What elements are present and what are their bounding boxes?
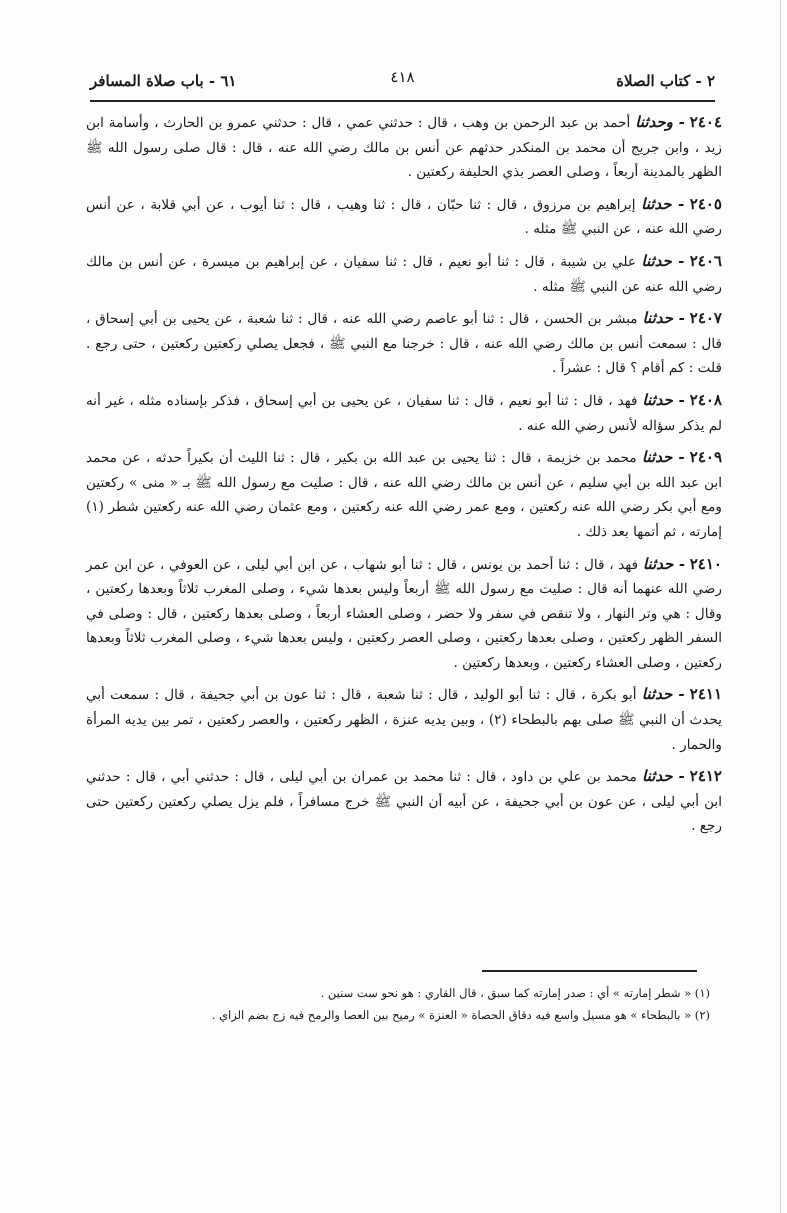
- hadith-isnad: - حدثنا: [641, 685, 685, 704]
- hadith-number: ٢٤١١: [689, 685, 723, 704]
- hadith-number: ٢٤٠٤: [689, 113, 723, 131]
- hadith-number: ٢٤٠٧: [689, 309, 722, 328]
- hadith-2405: [86, 192, 722, 242]
- header-rule: [90, 100, 715, 102]
- hadith-text: مبشر بن الحسن ، قال : ثنا أبو عاصم رضي الله عنه ، قال : ثنا شعبة ، عن يحيى بن أبي إسحاق ، قال : سمعت أنس بن مالك رضي الله عنه ، قال : خرجنا مع النبي ﷺ ، فجعل يصلي ركعتين ركعتين ، حتى رجع . قلت : كم أقام ؟ قال : عشراً .: [86, 311, 722, 377]
- hadith-text: إبراهيم بن مرزوق ، قال : ثنا حبّان ، قال : ثنا وهيب ، قال : ثنا أيوب ، عن أبي قلابة ، عن أنس رضي الله عنه ، عن النبي ﷺ مثله .: [86, 196, 722, 238]
- hadith-number: ٢٤١٠: [689, 554, 722, 573]
- hadith-number: ٢٤٠٩: [689, 448, 723, 467]
- hadith-text: أحمد بن عبد الرحمن بن وهب ، قال : حدثني عمي ، قال : حدثني عمرو بن الحارث ، وأسامة ابن زيد ، وابن جريج أن محمد بن المنكدر حدثهم عن أنس بن مالك رضي الله عنه ، قال : قال صلى رسول الله ﷺ الظهر بالمدينة أربعاً ، وصلى العصر بذي الحليفة ركعتين .: [86, 115, 722, 181]
- page-edge-line: [780, 0, 781, 1213]
- footnote-rule: [482, 970, 697, 972]
- hadith-body: [86, 110, 722, 846]
- hadith-text: أبو بكرة ، قال : ثنا أبو الوليد ، قال : ثنا شعبة ، قال : ثنا عون بن أبي جحيفة ، قال : سمعت أبي يحدث أن النبي ﷺ صلى بهم بالبطحاء (٢) ، وبين يديه عنزة ، الظهر ركعتين ، والعصر ركعتين ، تمر بين يديه المرأة والحمار .: [86, 687, 722, 753]
- hadith-2408: [86, 388, 722, 438]
- hadith-text: محمد بن علي بن داود ، قال : ثنا محمد بن عمران بن أبي ليلى ، قال : حدثني أبي ، قال : حدثني ابن أبي ليلى ، عن عون بن أبي جحيفة ، عن أبيه أن النبي ﷺ خرج مسافراً ، فلم يزل يصلي ركعتين ركعتين حتى رجع .: [86, 769, 722, 835]
- hadith-isnad: - حدثنا: [642, 390, 685, 409]
- hadith-text: فهد ، قال : ثنا أحمد بن يونس ، قال : ثنا أبو شهاب ، عن ابن أبي ليلى ، عن العوفي ، عن ابن عمر رضي الله عنهما أنه قال : صليت مع رسول الله ﷺ أربعاً وليس بعدها شيء ، وصلى المغرب ثلاثاً وبعدها ركعتين ، وقال : هي وتر النهار ، ولا تنقص في سفر ولا حضر ، وصلى العشاء أربعاً ، وصلى بعدها ركعتين ، قال : وصلى في السفر الظهر ركعتين ، وصلى بعدها ركعتين ، وصلى العصر ركعتين ، وليس بعدها شيء ، وصلى المغرب ثلاثاً وبعدها ركعتين ، وصلى العشاء ركعتين ، وبعدها ركعتين .: [86, 556, 722, 671]
- running-header: [90, 68, 715, 98]
- hadith-2406: [86, 249, 722, 299]
- hadith-isnad: - حدثنا: [641, 448, 685, 467]
- hadith-isnad: - حدثنا: [641, 194, 685, 213]
- hadith-2412: [86, 764, 722, 839]
- chapter-title: ٦١ - باب صلاة المسافر: [90, 72, 237, 90]
- hadith-number: ٢٤٠٦: [689, 251, 722, 270]
- hadith-text: علي بن شيبة ، قال : ثنا أبو نعيم ، قال : ثنا سفيان ، عن إبراهيم بن ميسرة ، عن أنس بن مالك رضي الله عنه عن النبي ﷺ مثله .: [86, 253, 722, 295]
- hadith-2404: [86, 110, 722, 185]
- hadith-text: محمد بن خزيمة ، قال : ثنا يحيى بن عبد الله بن بكير ، قال : ثنا الليث أن بكيراً حدثه ، عن محمد ابن عبد الله بن أبي سليم ، عن أنس بن مالك رضي الله عنه ، قال : صليت مع رسول الله ﷺ بـ « منى » ركعتين ومع أبي بكر رضي الله عنه ركعتين ، ومع عمر رضي الله عنه ركعتين ، ومع عثمان رضي الله عنه ركعتين شطر (١) إمارته ، ثم أتمها بعد ذلك .: [86, 450, 722, 540]
- hadith-isnad: - حدثنا: [641, 251, 685, 270]
- footnote-1: (١) « شطر إمارته » أي : صدر إمارته كما سبق ، قال القاري : هو نحو ست سنين .: [320, 986, 710, 1000]
- hadith-number: ٢٤٠٥: [689, 194, 722, 213]
- hadith-isnad: - حدثنا: [642, 767, 685, 786]
- hadith-2407: [86, 306, 722, 381]
- hadith-isnad: - وحدثنا: [635, 113, 685, 131]
- page-number: ٤١٨: [390, 68, 415, 86]
- hadith-isnad: - حدثنا: [642, 309, 685, 328]
- footnote-2: (٢) « بالبطحاء » هو مسيل واسع فيه دقاق الحصاة « العنزة » رميح بين العصا والرمح فيه زج بضم الزاي .: [211, 1008, 710, 1022]
- book-title: ٢ - كتاب الصلاة: [616, 72, 715, 90]
- hadith-text: فهد ، قال : ثنا أبو نعيم ، قال : ثنا سفيان ، عن يحيى بن أبي إسحاق ، فذكر بإسناده مثله ، غير أنه لم يذكر سؤاله لأنس رضي الله عنه .: [86, 392, 722, 434]
- hadith-2409: [86, 445, 722, 544]
- hadith-2411: [86, 682, 722, 757]
- hadith-isnad: - حدثنا: [642, 554, 686, 573]
- footnotes: [90, 982, 710, 1026]
- hadith-number: ٢٤١٢: [689, 767, 722, 786]
- hadith-number: ٢٤٠٨: [689, 390, 722, 409]
- hadith-2410: [86, 552, 722, 676]
